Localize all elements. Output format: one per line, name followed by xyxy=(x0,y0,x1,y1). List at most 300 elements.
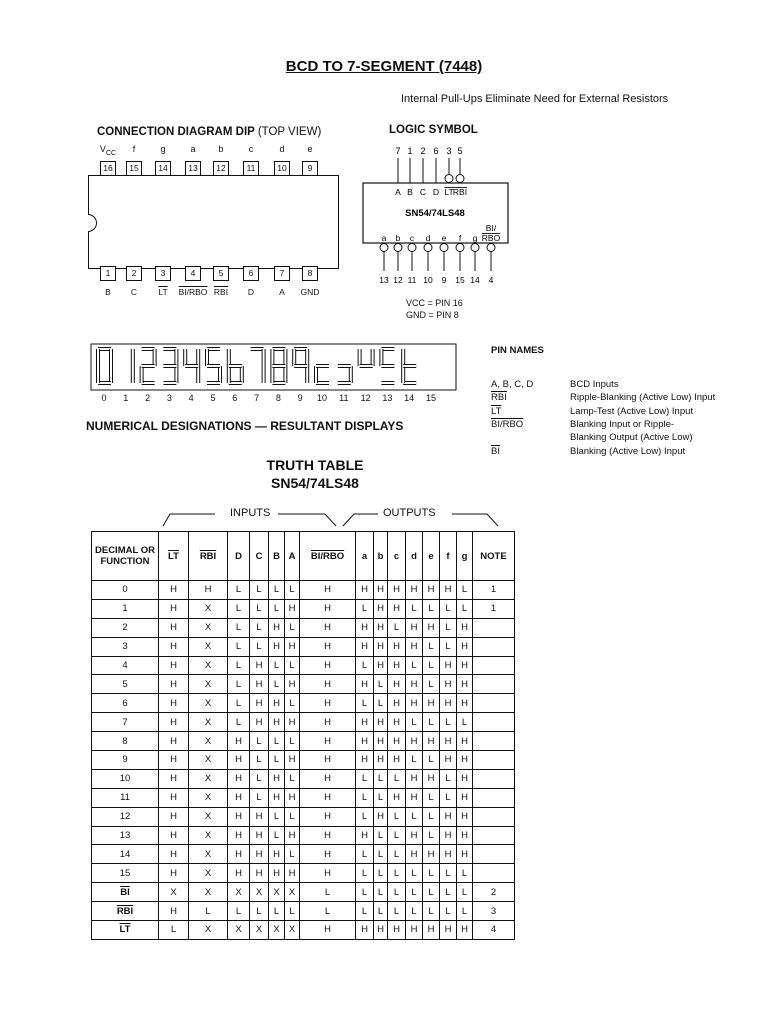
connection-heading-suffix: (TOP VIEW) xyxy=(257,126,322,138)
seven-segment-digit xyxy=(338,366,351,383)
table-cell: L xyxy=(269,751,285,770)
table-cell: 4 xyxy=(92,656,159,675)
display-number: 11 xyxy=(339,393,349,403)
table-cell: L xyxy=(228,713,250,732)
table-cell: 7 xyxy=(92,713,159,732)
table-row xyxy=(92,618,515,637)
table-cell: H xyxy=(457,694,473,713)
dip-bottom-pin-name: A xyxy=(279,287,285,297)
pin-name: A, B, C, D xyxy=(491,379,534,390)
vcc-pin-note: VCC = PIN 16 xyxy=(406,298,463,308)
table-cell: X xyxy=(250,883,269,902)
table-row xyxy=(92,788,515,807)
table-cell: H xyxy=(159,618,189,637)
dip-bottom-pin: 8 xyxy=(302,266,318,281)
pin-description: Blanking Input or Ripple- xyxy=(570,418,675,430)
table-cell: L xyxy=(374,845,388,864)
table-cell: H xyxy=(374,751,388,770)
logic-part-number: SN54/74LS48 xyxy=(405,208,465,219)
logic-output-label: b xyxy=(395,233,401,243)
table-cell: L xyxy=(269,656,285,675)
inversion-bubble xyxy=(394,244,402,252)
table-cell: L xyxy=(406,807,423,826)
logic-top-pin-number: 2 xyxy=(420,146,426,156)
table-cell: L xyxy=(440,788,457,807)
table-header-cell: g xyxy=(457,532,473,581)
table-cell: L xyxy=(285,732,300,751)
table-cell: L xyxy=(228,694,250,713)
table-header-cell: e xyxy=(423,532,440,581)
table-cell: H xyxy=(300,845,356,864)
table-cell: H xyxy=(269,788,285,807)
table-cell: H xyxy=(159,675,189,694)
table-row xyxy=(92,599,515,618)
dip-notch xyxy=(88,214,97,232)
display-number: 12 xyxy=(360,393,371,403)
table-cell: H xyxy=(374,713,388,732)
table-cell: L xyxy=(285,845,300,864)
table-cell: 5 xyxy=(92,675,159,694)
table-cell: H xyxy=(374,807,388,826)
table-cell: L xyxy=(228,637,250,656)
table-row xyxy=(92,581,515,600)
pullup-note: Internal Pull-Ups Eliminate Need for External Resistors xyxy=(401,93,669,105)
table-cell: H xyxy=(159,713,189,732)
table-cell: L xyxy=(388,769,406,788)
table-cell: X xyxy=(189,713,228,732)
table-row xyxy=(92,864,515,883)
table-cell: H xyxy=(374,599,388,618)
table-cell: L xyxy=(423,788,440,807)
table-header-cell: $\overline{RBI}$ xyxy=(189,532,228,581)
dip-top-pin-name: e xyxy=(307,144,313,154)
table-cell: 1 xyxy=(473,581,515,600)
table-cell: H xyxy=(388,788,406,807)
table-cell: L xyxy=(250,581,269,600)
table-cell: H xyxy=(189,581,228,600)
dip-top-pin-name: c xyxy=(248,144,254,154)
table-cell xyxy=(473,845,515,864)
table-cell: H xyxy=(228,826,250,845)
table-cell xyxy=(473,732,515,751)
table-cell: H xyxy=(356,751,374,770)
table-cell: L xyxy=(457,599,473,618)
gnd-pin-note: GND = PIN 8 xyxy=(406,310,459,320)
table-cell: L xyxy=(374,826,388,845)
dip-bottom-pin: 3 xyxy=(155,266,171,281)
table-cell: X xyxy=(189,788,228,807)
table-cell: L xyxy=(269,581,285,600)
table-cell: H xyxy=(423,694,440,713)
logic-output-label: g xyxy=(472,233,478,243)
table-cell: X xyxy=(159,883,189,902)
dip-body xyxy=(88,175,339,269)
table-cell xyxy=(473,788,515,807)
table-cell: 8 xyxy=(92,732,159,751)
inversion-bubble xyxy=(445,175,453,183)
table-cell: H xyxy=(356,921,374,940)
pin-name: BI/RBO xyxy=(491,418,524,430)
table-cell: H xyxy=(159,581,189,600)
table-cell: X xyxy=(285,921,300,940)
table-cell xyxy=(473,826,515,845)
dip-top-pin: 12 xyxy=(213,161,229,176)
table-cell: L xyxy=(250,732,269,751)
table-cell: H xyxy=(228,751,250,770)
table-cell: L xyxy=(440,599,457,618)
table-cell: L xyxy=(374,769,388,788)
seven-segment-digit xyxy=(272,349,285,383)
table-cell: L xyxy=(374,902,388,921)
table-cell: L xyxy=(269,599,285,618)
logic-output-label: a xyxy=(381,233,387,243)
table-cell: X xyxy=(189,694,228,713)
display-number: 14 xyxy=(404,393,415,403)
logic-top-pin-number: 6 xyxy=(433,146,439,156)
pin-name: $\overline{BI}$ xyxy=(491,445,500,457)
dip-top-pin-name: $V_{CC}$ xyxy=(99,144,117,157)
table-cell: L xyxy=(250,751,269,770)
table-cell: L xyxy=(374,788,388,807)
table-cell: H xyxy=(300,826,356,845)
table-cell: $\overline{BI}$ xyxy=(92,883,159,902)
table-cell: L xyxy=(440,769,457,788)
dip-top-pin-name: f xyxy=(132,144,136,154)
table-cell: H xyxy=(440,732,457,751)
dip-bottom-pin-name: $\overline{RBI}$ xyxy=(213,287,229,297)
dip-bottom-pin-name: BI/RBO xyxy=(178,287,208,297)
logic-top-pin-number: 1 xyxy=(407,146,413,156)
table-cell: H xyxy=(159,864,189,883)
table-cell: H xyxy=(300,864,356,883)
table-cell: H xyxy=(406,675,423,694)
table-cell: L xyxy=(457,883,473,902)
table-cell: X xyxy=(189,769,228,788)
table-cell: H xyxy=(285,751,300,770)
table-cell: L xyxy=(269,902,285,921)
table-cell: H xyxy=(159,845,189,864)
table-cell: H xyxy=(300,807,356,826)
display-number: 1 xyxy=(123,393,129,403)
table-cell: H xyxy=(250,713,269,732)
table-cell: X xyxy=(228,883,250,902)
table-cell: 6 xyxy=(92,694,159,713)
table-cell: L xyxy=(388,883,406,902)
table-cell: L xyxy=(250,769,269,788)
dip-top-pin: 9 xyxy=(302,161,318,176)
connection-diagram-heading xyxy=(97,126,321,138)
seven-segment-digit xyxy=(360,349,373,366)
table-cell: H xyxy=(374,921,388,940)
dip-bottom-pin: 2 xyxy=(126,266,142,281)
table-cell: L xyxy=(406,599,423,618)
table-cell: L xyxy=(440,713,457,732)
table-header-cell: NOTE xyxy=(473,532,515,581)
table-cell: H xyxy=(440,826,457,845)
table-cell: L xyxy=(250,788,269,807)
table-cell: H xyxy=(457,826,473,845)
table-cell: H xyxy=(423,618,440,637)
table-cell: L xyxy=(457,902,473,921)
dip-bottom-pin: 7 xyxy=(274,266,290,281)
dip-top-pin: 16 xyxy=(100,161,116,176)
table-cell: H xyxy=(457,845,473,864)
display-number: 8 xyxy=(275,393,281,403)
display-number: 5 xyxy=(210,393,216,403)
table-cell: L xyxy=(228,656,250,675)
table-cell: H xyxy=(159,599,189,618)
logic-output-label: e xyxy=(441,233,447,243)
logic-bottom-pin-number: 14 xyxy=(470,275,480,285)
table-cell: H xyxy=(269,864,285,883)
table-cell: H xyxy=(159,902,189,921)
table-header-cell: B xyxy=(269,532,285,581)
table-cell: H xyxy=(374,637,388,656)
table-cell: H xyxy=(250,845,269,864)
table-cell: H xyxy=(300,599,356,618)
table-cell: 2 xyxy=(473,883,515,902)
table-header-cell: BI/RBO xyxy=(300,532,356,581)
table-cell: L xyxy=(250,599,269,618)
table-cell: H xyxy=(300,788,356,807)
table-cell: H xyxy=(457,921,473,940)
table-header-cell: f xyxy=(440,532,457,581)
dip-bottom-pin: 4 xyxy=(185,266,201,281)
table-cell: H xyxy=(159,656,189,675)
logic-symbol-heading: LOGIC SYMBOL xyxy=(389,124,478,136)
pin-name: $\overline{LT}$ xyxy=(491,405,502,417)
table-cell xyxy=(473,694,515,713)
logic-rbo-label: RBO xyxy=(481,233,501,243)
table-cell: L xyxy=(388,807,406,826)
seven-segment-digit xyxy=(381,349,394,383)
table-cell: H xyxy=(159,826,189,845)
table-row xyxy=(92,656,515,675)
table-cell: L xyxy=(228,618,250,637)
seven-segment-digit xyxy=(163,349,176,383)
seven-segment-digit xyxy=(185,349,198,383)
table-cell: L xyxy=(423,751,440,770)
connection-heading-text: CONNECTION DIAGRAM DIP xyxy=(97,126,255,138)
inversion-bubble xyxy=(456,244,464,252)
table-cell xyxy=(473,656,515,675)
table-cell: H xyxy=(440,675,457,694)
table-cell: L xyxy=(423,883,440,902)
table-cell: L xyxy=(440,883,457,902)
table-cell: L xyxy=(423,637,440,656)
display-number: 2 xyxy=(145,393,151,403)
table-cell: H xyxy=(374,581,388,600)
inversion-bubble xyxy=(380,244,388,252)
table-cell: H xyxy=(423,921,440,940)
table-cell: H xyxy=(300,637,356,656)
table-cell: H xyxy=(440,921,457,940)
table-cell: H xyxy=(406,921,423,940)
inversion-bubble xyxy=(487,244,495,252)
dip-bottom-pin-name: B xyxy=(105,287,111,297)
display-number: 4 xyxy=(188,393,194,403)
table-cell: X xyxy=(189,921,228,940)
table-cell: X xyxy=(189,845,228,864)
table-cell: L xyxy=(356,694,374,713)
table-cell: 12 xyxy=(92,807,159,826)
table-cell xyxy=(473,769,515,788)
table-cell: H xyxy=(356,618,374,637)
table-cell: H xyxy=(228,769,250,788)
table-cell: L xyxy=(374,883,388,902)
table-cell: L xyxy=(300,883,356,902)
table-cell: H xyxy=(406,769,423,788)
pin-name: $\overline{RBI}$ xyxy=(491,392,507,404)
logic-bottom-pin-number: 10 xyxy=(423,275,433,285)
table-cell: X xyxy=(189,732,228,751)
logic-bottom-pin-number: 15 xyxy=(455,275,465,285)
table-cell: L xyxy=(356,788,374,807)
logic-bi-label: BI/ xyxy=(485,223,497,233)
table-cell: H xyxy=(356,732,374,751)
table-cell: X xyxy=(189,675,228,694)
table-header-cell: A xyxy=(285,532,300,581)
table-cell: H xyxy=(269,618,285,637)
table-cell: L xyxy=(374,864,388,883)
table-cell: H xyxy=(285,788,300,807)
seven-segment-digit xyxy=(251,349,264,383)
table-cell: H xyxy=(159,751,189,770)
table-cell: H xyxy=(159,769,189,788)
table-cell: L xyxy=(356,902,374,921)
table-cell: L xyxy=(285,902,300,921)
table-cell: H xyxy=(388,713,406,732)
inversion-bubble xyxy=(440,244,448,252)
table-cell: 10 xyxy=(92,769,159,788)
table-cell: L xyxy=(457,864,473,883)
table-cell: H xyxy=(457,807,473,826)
dip-bottom-pin-name: $\overline{LT}$ xyxy=(158,287,168,297)
table-cell: L xyxy=(356,845,374,864)
table-cell: H xyxy=(406,788,423,807)
dip-bottom-pin: 5 xyxy=(213,266,229,281)
table-cell: H xyxy=(388,751,406,770)
logic-input-label: D xyxy=(432,187,440,197)
group-brackets xyxy=(160,504,510,530)
table-cell: L xyxy=(269,732,285,751)
logic-input-label: A xyxy=(395,187,401,197)
table-header-cell: D xyxy=(228,532,250,581)
table-cell: L xyxy=(269,826,285,845)
table-cell: H xyxy=(356,581,374,600)
table-cell xyxy=(473,807,515,826)
table-cell: H xyxy=(228,732,250,751)
table-cell: L xyxy=(356,864,374,883)
table-cell: H xyxy=(228,864,250,883)
logic-output-label: d xyxy=(425,233,431,243)
table-cell: L xyxy=(406,864,423,883)
table-cell: X xyxy=(189,807,228,826)
table-row xyxy=(92,637,515,656)
table-cell: H xyxy=(300,656,356,675)
table-cell: L xyxy=(406,751,423,770)
table-row xyxy=(92,883,515,902)
logic-bottom-pin-number: 4 xyxy=(488,275,494,285)
table-cell: X xyxy=(250,921,269,940)
table-cell: H xyxy=(250,675,269,694)
table-header-row xyxy=(92,532,515,581)
table-cell: H xyxy=(440,845,457,864)
display-number: 9 xyxy=(297,393,303,403)
table-cell: H xyxy=(285,864,300,883)
table-cell: H xyxy=(374,656,388,675)
table-header-cell: d xyxy=(406,532,423,581)
table-row xyxy=(92,751,515,770)
table-cell: H xyxy=(406,732,423,751)
table-cell: X xyxy=(189,637,228,656)
table-cell: H xyxy=(269,637,285,656)
table-cell: H xyxy=(457,637,473,656)
table-cell: L xyxy=(457,581,473,600)
table-header-cell: C xyxy=(250,532,269,581)
table-cell: H xyxy=(406,581,423,600)
dip-top-pin: 13 xyxy=(185,161,201,176)
dip-bottom-pin-name: GND xyxy=(300,287,320,297)
table-cell: H xyxy=(159,694,189,713)
table-cell: H xyxy=(250,864,269,883)
table-cell: L xyxy=(356,769,374,788)
table-cell: H xyxy=(159,732,189,751)
table-cell: L xyxy=(374,675,388,694)
seven-segment-digit xyxy=(207,349,220,383)
table-header-cell: $\overline{LT}$ xyxy=(159,532,189,581)
table-cell: L xyxy=(406,902,423,921)
truth-table-title: TRUTH TABLE xyxy=(266,457,364,473)
pin-description: Blanking Output (Active Low) xyxy=(570,432,693,444)
inversion-bubble xyxy=(424,244,432,252)
table-cell: L xyxy=(423,826,440,845)
dip-bottom-pin-name: D xyxy=(247,287,255,297)
pin-description: Ripple-Blanking (Active Low) Input xyxy=(570,392,716,404)
table-cell: H xyxy=(269,713,285,732)
table-cell: H xyxy=(300,769,356,788)
dip-bottom-pin: 1 xyxy=(100,266,116,281)
table-cell: H xyxy=(388,675,406,694)
table-cell: 4 xyxy=(473,921,515,940)
table-cell: 1 xyxy=(92,599,159,618)
table-cell: X xyxy=(285,883,300,902)
table-cell: L xyxy=(250,618,269,637)
table-cell: L xyxy=(285,769,300,788)
table-cell: H xyxy=(269,694,285,713)
pin-description: Lamp-Test (Active Low) Input xyxy=(570,405,694,417)
table-cell: L xyxy=(228,902,250,921)
table-cell: 3 xyxy=(92,637,159,656)
table-cell: L xyxy=(388,845,406,864)
table-cell: L xyxy=(300,902,356,921)
dip-top-pin-name: b xyxy=(218,144,224,154)
table-cell: X xyxy=(228,921,250,940)
table-cell: H xyxy=(406,637,423,656)
resultant-displays xyxy=(90,343,460,393)
table-cell: X xyxy=(269,883,285,902)
display-number: 3 xyxy=(166,393,172,403)
table-cell: H xyxy=(250,694,269,713)
table-cell: X xyxy=(189,864,228,883)
display-number: 0 xyxy=(101,393,107,403)
table-cell: L xyxy=(285,694,300,713)
dip-top-pin: 14 xyxy=(155,161,171,176)
table-cell: H xyxy=(269,845,285,864)
table-cell: L xyxy=(285,807,300,826)
inversion-bubble xyxy=(471,244,479,252)
table-cell: 15 xyxy=(92,864,159,883)
